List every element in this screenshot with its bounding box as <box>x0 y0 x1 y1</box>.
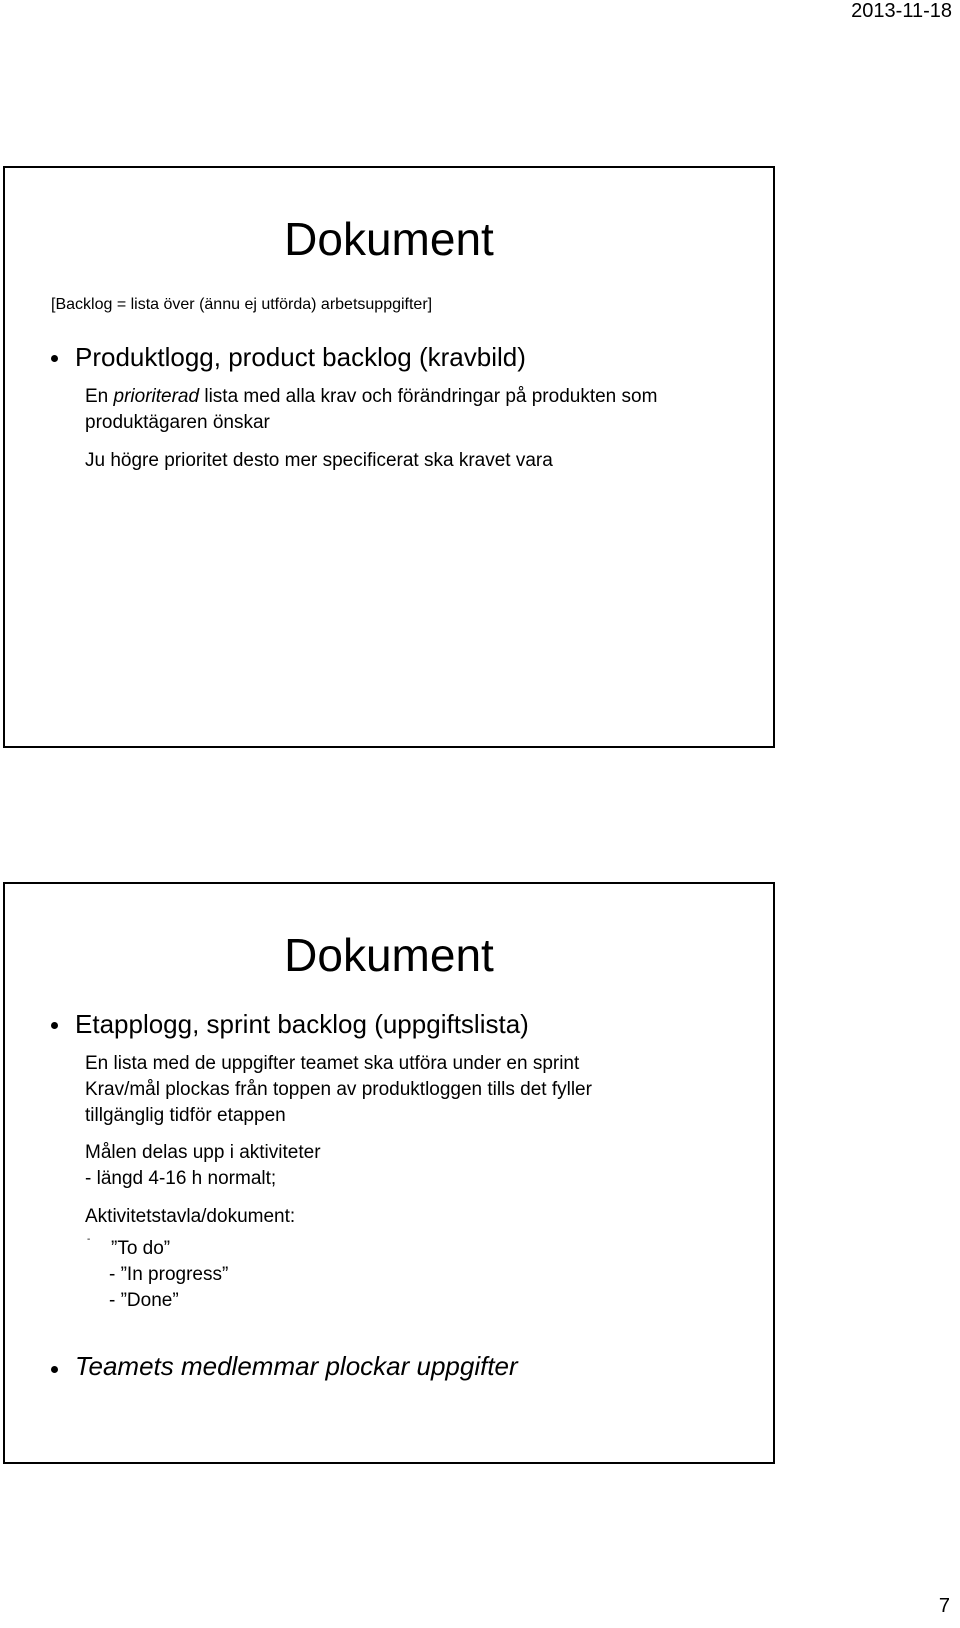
page-number: 7 <box>938 1595 950 1617</box>
bullet-icon <box>51 1022 58 1029</box>
product-backlog-description <box>85 384 657 410</box>
slide-2 <box>3 882 775 1464</box>
status-todo: ”To do” <box>111 1238 171 1259</box>
sprint-backlog-line5: - längd 4-16 h normalt; <box>85 1168 277 1189</box>
team-members-text: Teamets medlemmar plockar uppgifter <box>75 1351 518 1381</box>
backlog-note: [Backlog = lista över (ännu ej utförda) arbetsuppgifter] <box>51 296 433 313</box>
status-done: - ”Done” <box>109 1290 179 1311</box>
bullet-icon <box>51 1366 58 1373</box>
description-rest: lista med alla krav och förändringar på produkten som <box>199 386 658 407</box>
slide-1 <box>3 166 775 748</box>
slide-1-title: Dokument <box>284 213 494 265</box>
product-backlog-description-line2: produktägaren önskar <box>85 412 270 433</box>
description-prefix: En <box>85 386 114 407</box>
priority-note: Ju högre prioritet desto mer specificerat ska kravet vara <box>85 450 553 471</box>
sprint-backlog-line6: Aktivitetstavla/dokument: <box>85 1206 296 1227</box>
team-members-bullet <box>75 1351 518 1382</box>
sprint-backlog-line3: tillgänglig tidför etappen <box>85 1105 286 1126</box>
slide-2-title: Dokument <box>284 929 494 981</box>
sprint-backlog-line1: En lista med de uppgifter teamet ska utföra under en sprint <box>85 1053 580 1074</box>
description-emphasis: prioriterad <box>113 386 200 407</box>
bullet-icon <box>51 355 58 362</box>
product-backlog-bullet: Produktlogg, product backlog (kravbild) <box>75 342 526 372</box>
header-date: 2013-11-18 <box>851 0 952 22</box>
sprint-backlog-line4: Målen delas upp i aktiviteter <box>85 1142 321 1163</box>
sprint-backlog-line2: Krav/mål plockas från toppen av produktloggen tills det fyller <box>85 1079 592 1100</box>
sprint-backlog-bullet: Etapplogg, sprint backlog (uppgiftslista) <box>75 1009 529 1039</box>
small-dash: - <box>87 1234 91 1245</box>
status-in-progress: - ”In progress” <box>109 1264 229 1285</box>
